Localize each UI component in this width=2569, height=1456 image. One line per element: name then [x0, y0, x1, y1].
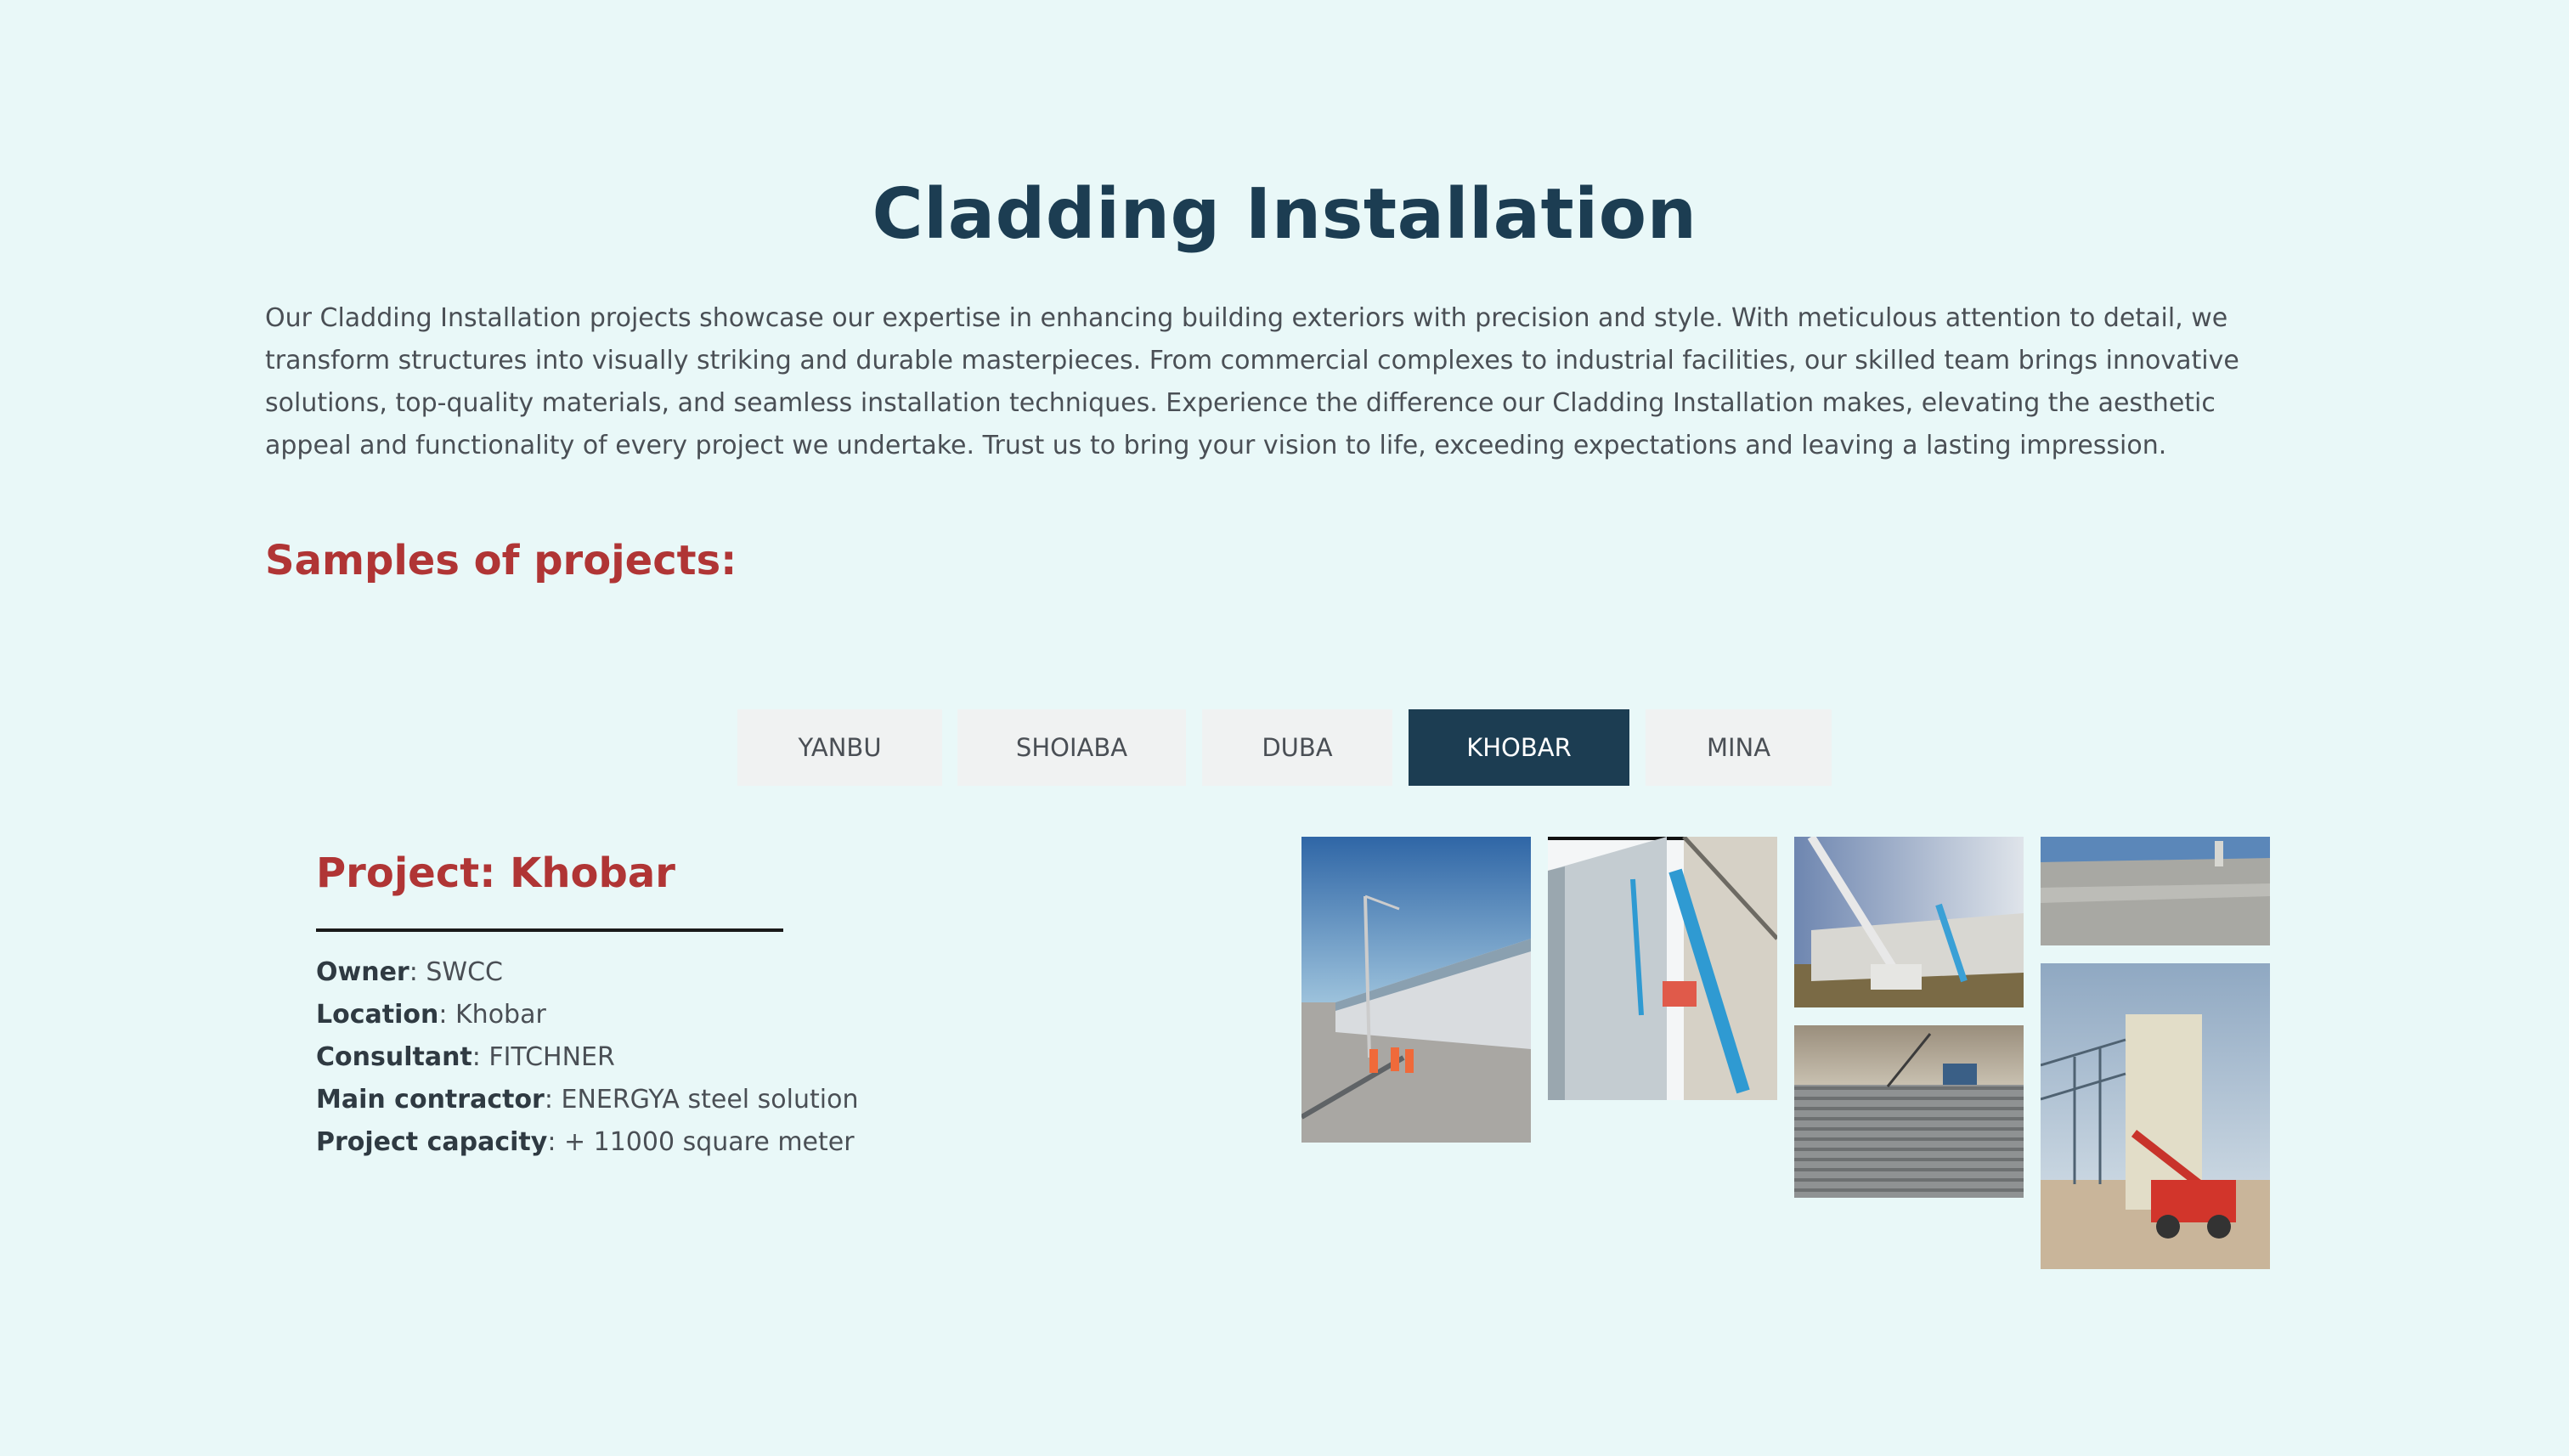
- samples-heading: Samples of projects:: [265, 537, 737, 584]
- tab-yanbu[interactable]: YANBU: [737, 709, 942, 786]
- gallery-photo-building-site[interactable]: [1301, 837, 1531, 1143]
- detail-location: [316, 994, 1081, 1036]
- title-divider: [316, 928, 783, 932]
- detail-main-contractor: [316, 1079, 1081, 1121]
- page-title: Cladding Installation: [872, 174, 1697, 255]
- project-tabs: [0, 709, 2569, 786]
- gallery-photo-cladding-lift[interactable]: [1548, 837, 1777, 1100]
- detail-key: Project capacity: [316, 1127, 548, 1157]
- tab-mina[interactable]: MINA: [1646, 709, 1832, 786]
- detail-value: : ENERGYA steel solution: [544, 1085, 859, 1115]
- gallery-photo-roof-panels[interactable]: [1794, 1025, 2024, 1198]
- detail-value: : FITCHNER: [471, 1042, 615, 1072]
- detail-key: Main contractor: [316, 1085, 545, 1115]
- gallery-photo-roof[interactable]: [2041, 837, 2270, 945]
- detail-consultant: [316, 1036, 1081, 1079]
- tab-khobar[interactable]: KHOBAR: [1409, 709, 1629, 786]
- detail-value: : + 11000 square meter: [547, 1127, 855, 1157]
- detail-key: Owner: [316, 957, 409, 987]
- detail-capacity: [316, 1121, 1081, 1164]
- project-title: Project: Khobar: [316, 849, 675, 897]
- project-details: [316, 951, 1081, 1164]
- detail-value: : Khobar: [438, 1000, 546, 1030]
- gallery-photo-crane[interactable]: [1794, 837, 2024, 1007]
- tab-shoiaba[interactable]: SHOIABA: [957, 709, 1186, 786]
- gallery-photo-tower-lift[interactable]: [2041, 963, 2270, 1269]
- tab-duba[interactable]: DUBA: [1202, 709, 1392, 786]
- detail-key: Consultant: [316, 1042, 472, 1072]
- detail-key: Location: [316, 1000, 439, 1030]
- detail-value: : SWCC: [409, 957, 503, 987]
- intro-paragraph: Our Cladding Installation projects showcase our expertise in enhancing building exteriors with precision and style. With meticulous attention to detail, we transform structures into visually striking and durable masterpieces. From commercial complexes to industrial facilities, our skilled team brings innovative solutions, top-quality materials, and seamless installation techniques. Experience the difference our Cladding Installation makes, elevating the aesthetic appeal and functionality of every project we undertake. Trust us to bring your vision to life, exceeding expectations and leaving a lasting impression.: [265, 303, 2239, 460]
- detail-owner: [316, 951, 1081, 994]
